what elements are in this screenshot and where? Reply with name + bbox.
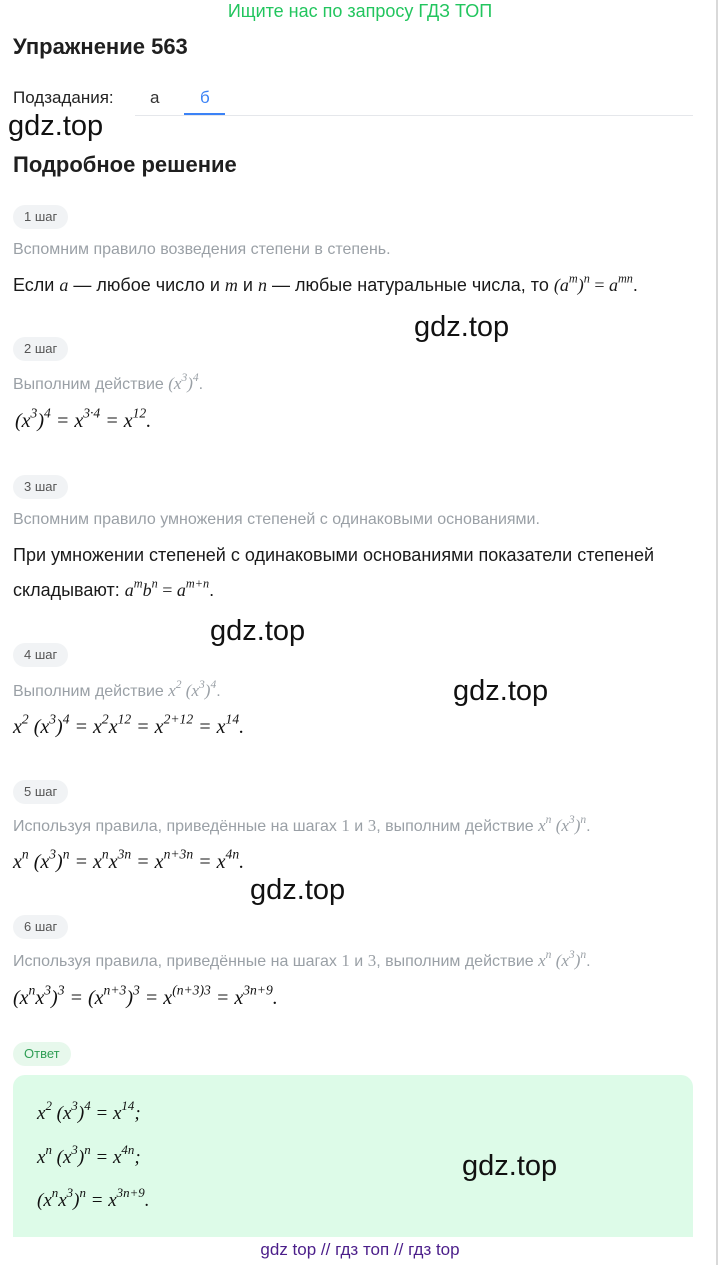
answer-badge: Ответ [13,1042,71,1066]
step-hint: Вспомним правило умножения степеней с одинаковыми основаниями. [13,511,540,528]
watermark: gdz.top [210,615,306,647]
watermark: gdz.top [8,110,104,142]
step-badge: 5 шаг [13,780,68,804]
section-title: Подробное решение [13,152,237,177]
watermark: gdz.top [250,874,346,906]
step-badge: 2 шаг [13,337,68,361]
step-text: При умножении степеней с одинаковыми основаниями показатели степеней [13,545,655,565]
active-tab-indicator [184,113,225,115]
answer-line: $(x^nx^3)^n = x^{3n+9}$. [37,1184,150,1211]
step-hint: Используя правила, приведённые на шагах 1 и 3, выполним действие $x^n$ $(x^3)^n$. [13,812,591,835]
page-title: Упражнение 563 [13,34,188,59]
tabs-divider [135,115,693,116]
step-hint: Выполним действие $x^2$ $(x^3)^4$. [13,677,221,700]
watermark: gdz.top [414,311,510,343]
step-hint: Используя правила, приведённые на шагах 1 и 3, выполним действие $x^n$ $(x^3)^n$. [13,947,591,970]
step-formula: $x^2$ $(x^3)^4 = x^2x^{12} = x^{2+12} = x^{14}$. [13,711,245,738]
step-formula: $(x^nx^3)^3 = (x^{n+3})^3 = x^{(n+3)3} = x^{3n+9}$. [13,982,278,1009]
step-badge: 1 шаг [13,205,68,229]
scrollbar[interactable] [716,0,718,1265]
step-badge: 4 шаг [13,643,68,667]
step-formula: $x^n$ $(x^3)^n = x^nx^{3n} = x^{n+3n} = x^{4n}$. [13,846,245,873]
step-badge: 3 шаг [13,475,68,499]
answer-line: $x^2$ $(x^3)^4 = x^{14}$; [37,1097,141,1124]
watermark: gdz.top [462,1150,558,1182]
step-formula: $(x^3)^4 = x^{3\cdot 4} = x^{12}$. [15,405,152,432]
subtasks-label: Подзадания: [13,88,114,107]
step-text: Если a — любое число и m и n — любые натуральные числа, то $(a^m)^n = a^{mn}$. [13,271,638,295]
step-hint: Выполним действие $(x^3)^4$. [13,370,204,393]
tab-subtask-b[interactable]: б [200,88,210,107]
step-hint: Вспомним правило возведения степени в степень. [13,241,391,258]
footer-links[interactable]: gdz top // гдз топ // гдз top [260,1240,460,1259]
watermark: gdz.top [453,675,549,707]
top-banner[interactable]: Ищите нас по запросу ГДЗ ТОП [227,1,493,21]
answer-line: $x^n$ $(x^3)^n = x^{4n}$; [37,1141,141,1168]
step-badge: 6 шаг [13,915,68,939]
step-text: складывают: $a^mb^n = a^{m+n}$. [13,576,215,600]
tab-subtask-a[interactable]: а [150,88,160,107]
